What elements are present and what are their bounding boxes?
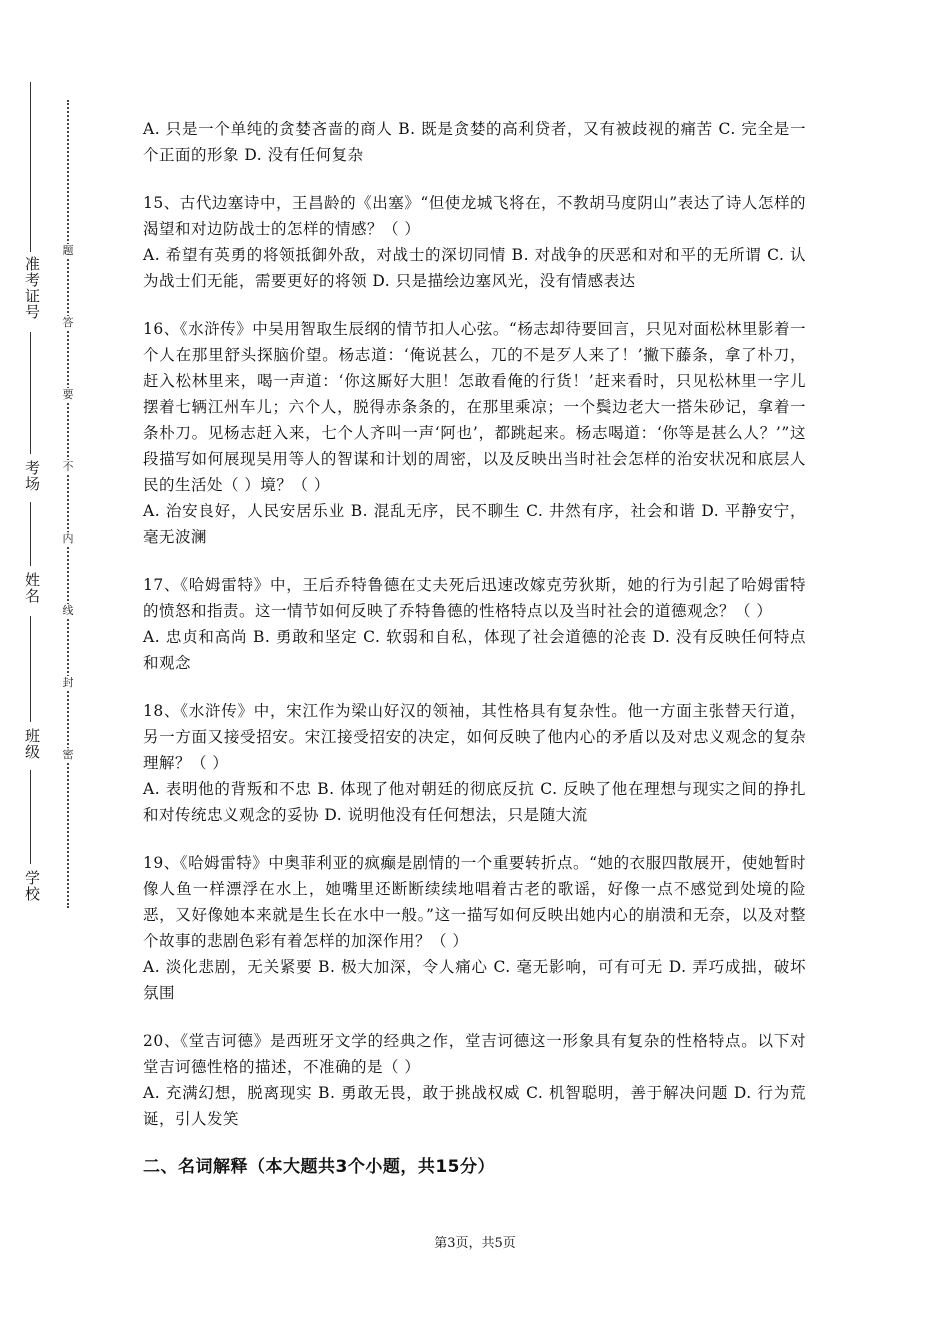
school-label: 学校 [23,870,41,902]
exam-room-line [30,332,31,454]
question-19 [143,850,806,1006]
question-options: A. 希望有英勇的将领抵御外敌，对战士的深切同情 B. 对战争的厌恶和对和平的无所谓 C. 认为战士们无能，需要更好的将领 D. 只是描绘边塞风光，没有情感表达 [143,246,806,290]
seal-word: 线 [60,604,76,617]
question-stem: 15、古代边塞诗中，王昌龄的《出塞》“但使龙城飞将在，不教胡马度阴山”表达了诗人怎样的渴望和对边防战士的怎样的情感？（ ） [143,194,806,238]
question-stem: 17、《哈姆雷特》中，王后乔特鲁德在丈夫死后迅速改嫁克劳狄斯，她的行为引起了哈姆雷特的愤怒和指责。这一情节如何反映了乔特鲁德的性格特点以及当时社会的道德观念？（ ） [143,576,806,620]
section-title: 二、名词解释（本大题共3个小题，共15分） [143,1157,495,1177]
question-content [143,116,806,1180]
question-stem: 18、《水浒传》中，宋江作为梁山好汉的领袖，其性格具有复杂性。他一方面主张替天行道，另一方面又接受招安。宋江接受招安的决定，如何反映了他内心的矛盾以及对忠义观念的复杂理解？（ ） [143,702,806,772]
exam-number-label: 准考证号 [23,256,41,320]
question-options: A. 充满幻想，脱离现实 B. 勇敢无畏，敢于挑战权威 C. 机智聪明，善于解决问题 D. 行为荒诞，引人发笑 [143,1084,806,1128]
seal-word: 答 [60,316,76,329]
binding-margin [0,0,130,1344]
school-line [30,770,31,864]
exam-number-line [30,82,31,252]
class-label: 班级 [23,728,41,760]
question-options: A. 淡化悲剧，无关紧要 B. 极大加深，令人痛心 C. 毫无影响，可有可无 D. 弄巧成拙，破坏氛围 [143,958,806,1002]
seal-word: 题 [60,244,76,257]
class-line [30,616,31,722]
seal-word: 封 [60,676,76,689]
question-14-continued [143,116,806,168]
seal-dotted-line [67,100,69,908]
question-stem: 19、《哈姆雷特》中奥菲利亚的疯癫是剧情的一个重要转折点。“她的衣服四散展开，使她暂时像人鱼一样漂浮在水上，她嘴里还断断续续地唱着古老的歌谣，好像一点不感觉到处境的险恶，又好像她本来就是生长在水中一般。”这一描写如何反映出她内心的崩溃和无奈，以及对整个故事的悲剧色彩有着怎样的加深作用？（ ） [143,854,806,950]
question-options: A. 治安良好，人民安居乐业 B. 混乱无序，民不聊生 C. 井然有序，社会和谐 D. 平静安宁，毫无波澜 [143,502,806,546]
question-16 [143,316,806,550]
page-footer: 第3页，共5页 [434,1236,516,1251]
question-15 [143,190,806,294]
exam-room-label: 考场 [23,460,41,492]
seal-word: 不 [60,460,76,473]
question-stem: 16、《水浒传》中吴用智取生辰纲的情节扣人心弦。“杨志却待要回言，只见对面松林里影着一个人在那里舒头探脑价望。杨志道：‘俺说甚么，兀的不是歹人来了！’撇下藤条，拿了朴刀，赶入松林里来，喝一声道：‘你这厮好大胆！怎敢看俺的行货！’赶来看时，只见松林里一字儿摆着七辆江州车儿；六个人，脱得赤条条的，在那里乘凉；一个鬓边老大一搭朱砂记，拿着一条朴刀。见杨志赶入来，七个人齐叫一声‘阿也’，都跳起来。杨志喝道：‘你等是甚么人？’”这段描写如何展现吴用等人的智谋和计划的周密，以及反映出当时社会怎样的治安状况和底层人民的生活处（ ）境？（ ） [143,320,806,494]
seal-word: 内 [60,532,76,545]
question-stem: 20、《堂吉诃德》是西班牙文学的经典之作，堂吉诃德这一形象具有复杂的性格特点。以下对堂吉诃德性格的描述，不准确的是（ ） [143,1032,806,1076]
name-line [30,502,31,566]
question-options: A. 只是一个单纯的贪婪吝啬的商人 B. 既是贪婪的高利贷者，又有被歧视的痛苦 C. 完全是一个正面的形象 D. 没有任何复杂 [143,120,806,164]
question-options: A. 忠贞和高尚 B. 勇敢和坚定 C. 软弱和自私，体现了社会道德的沦丧 D. 没有反映任何特点和观念 [143,628,806,672]
question-18 [143,698,806,828]
name-label: 姓名 [23,572,41,604]
seal-word: 要 [60,388,76,401]
question-options: A. 表明他的背叛和不忠 B. 体现了他对朝廷的彻底反抗 C. 反映了他在理想与现实之间的挣扎和对传统忠义观念的妥协 D. 说明他没有任何想法，只是随大流 [143,780,806,824]
seal-word: 密 [60,748,76,761]
question-17 [143,572,806,676]
question-20 [143,1028,806,1132]
